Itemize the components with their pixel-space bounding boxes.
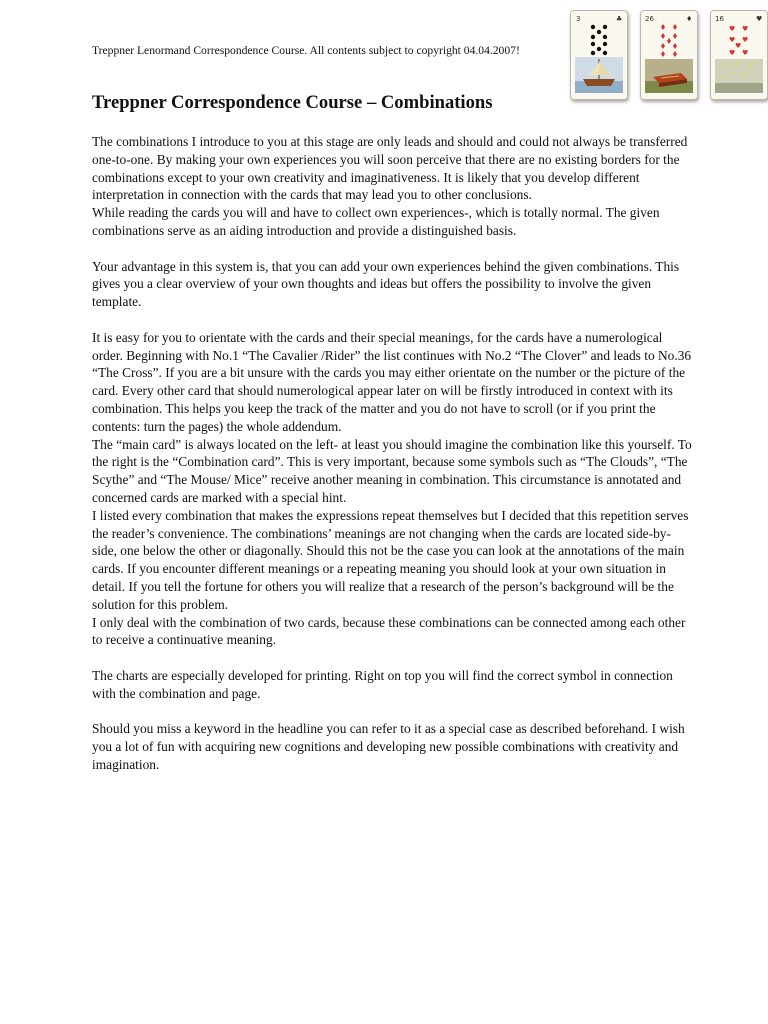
card-number: 26 — [645, 15, 654, 23]
card-suit-symbol: ♥ — [756, 15, 763, 23]
paragraph: While reading the cards you will and have to collect own experiences-, which is totally normal. The given combinations serve as an aiding introduction and provide a distinguished basis. — [92, 205, 660, 238]
paragraph: The combinations I introduce to you at this stage are only leads and should and could not always be transferred one-to-one. By making your own experiences you will soon perceive that there are no existing borders for the combinations except to your own creativity and imaginativeness. It is likely that you develop different interpretation in connection with the cards that may lead you to other conclusions. — [92, 134, 688, 203]
paragraph: Your advantage in this system is, that you can add your own experiences behind the given combinations. This gives you a clear overview of your own thoughts and ideas but offers the possibility to involve the given template. — [92, 258, 680, 310]
svg-text:♥: ♥ — [742, 25, 749, 33]
copyright-header: Treppner Lenormand Correspondence Course. All contents subject to copyright 04.04.2007! — [92, 44, 520, 57]
page-title: Treppner Correspondence Course – Combinations — [92, 92, 493, 113]
card-suit-symbol: ♣ — [616, 15, 623, 23]
svg-text:♥: ♥ — [729, 36, 736, 44]
svg-text:♥: ♥ — [729, 49, 736, 57]
paragraph-gap — [92, 703, 692, 721]
svg-text:♥: ♥ — [735, 42, 742, 50]
paragraph-gap — [92, 240, 692, 258]
paragraph-gap — [92, 649, 692, 667]
paragraph: I listed every combination that makes the expressions repeat themselves but I decided that this repetition serves the reader’s convenience. The combinations’ meanings are not changing when the cards are located side-by-side, one below the other or diagonally. Should this not be the case you can look at the annotations of the main cards. If you encounter different meanings or a repeating meaning you should look at your own situation in detail. If you tell the fortune for others you will realize that a research of the person’s background will be the solution for this problem. — [92, 507, 689, 612]
card-suit-symbol: ♦ — [686, 15, 693, 23]
paragraph: It is easy for you to orientate with the cards and their special meanings, for the cards have a numerological order. Beginning with No.1 “The Cavalier /Rider” the list continues with No.2 “The Clover” and leads to No.36 “The Cross”. If you are a bit unsure with the cards you may either orientate on the number or the picture of the card. Every other card that should numerological appear later on will be firstly introduced in context with its combination. This helps you keep the track of the matter and you do not have to scroll (or if you print the contents: turn the pages) the whole addendum. — [92, 329, 692, 434]
lenormand-card-ship — [570, 10, 628, 100]
svg-text:♥: ♥ — [742, 49, 749, 57]
paragraph: The charts are especially developed for printing. Right on top you will find the correct symbol in connection with the combination and page. — [92, 667, 673, 701]
body-text — [92, 133, 692, 774]
paragraph: I only deal with the combination of two cards, because these combinations can be connected among each other to receive a continuative meaning. — [92, 614, 686, 648]
lenormand-card-stars — [710, 10, 768, 100]
paragraph: Should you miss a keyword in the headline you can refer to it as a special case as described beforehand. I wish you a lot of fun with acquiring new cognitions and developing new possible combinations with creativity and imagination. — [92, 721, 685, 772]
card-number: 16 — [715, 15, 724, 23]
card-images — [568, 10, 766, 102]
svg-text:♥: ♥ — [729, 25, 736, 33]
lenormand-card-book — [640, 10, 698, 100]
paragraph: The “main card” is always located on the left- at least you should imagine the combination like this yourself. To the right is the “Combination card”. This is very important, because some symbols such as “The Clouds”, “The Scythe” and “The Mouse/ Mice” receive another meaning in combination. This circumstance is annotated and concerned cards are marked with a special hint. — [92, 436, 692, 505]
card-number: 3 — [576, 15, 581, 23]
paragraph-gap — [92, 311, 692, 329]
svg-text:♥: ♥ — [742, 36, 749, 44]
